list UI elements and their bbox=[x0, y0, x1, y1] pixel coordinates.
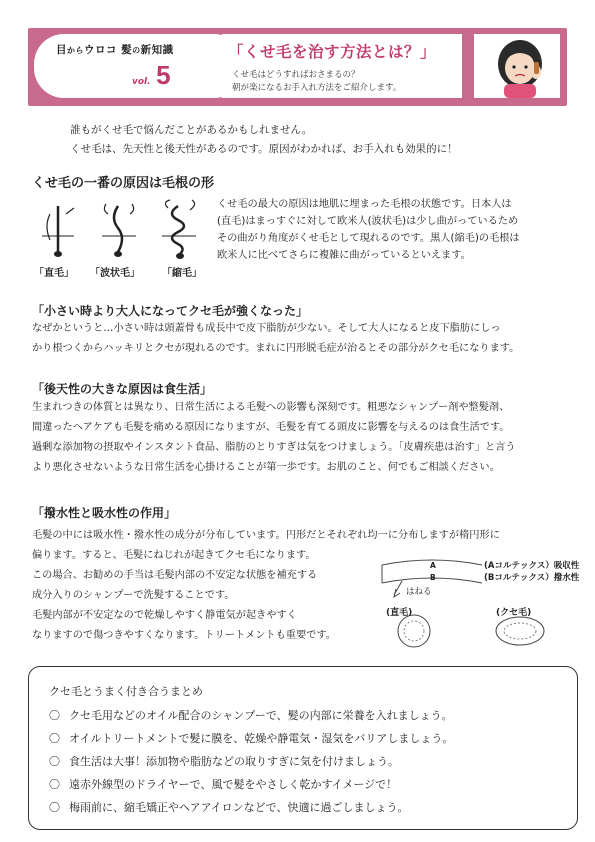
list-item bbox=[49, 776, 397, 792]
hair-type-label: 「波状毛」 bbox=[90, 268, 140, 279]
list-item-text: 食生活は大事！添加物や脂肪などの取りすぎに気を付けましょう。 bbox=[69, 755, 399, 768]
figure-annotation: はねる bbox=[406, 587, 432, 597]
subtitle-line: 朝が楽になるお手入れ方法をご紹介します。 bbox=[232, 83, 402, 93]
body-line: (直毛)はまっすぐに対して欧米人(波状毛)は少し曲がっているため bbox=[217, 216, 519, 227]
body-line: この場合、お勧めの手当は毛髪内部の不安定な状態を補充する bbox=[32, 570, 318, 581]
hair-type-label: 「縮毛」 bbox=[162, 268, 202, 279]
list-item bbox=[49, 707, 453, 723]
section-body bbox=[32, 398, 572, 478]
bullet-circle-icon: 〇 bbox=[49, 732, 60, 745]
body-line: かり根つくからハッキリとクセが現れるのです。まれに円形脱毛症が治るとその部分がクセ毛になります。 bbox=[32, 343, 520, 354]
volume-digit: 5 bbox=[156, 60, 171, 90]
volume-number bbox=[132, 60, 171, 90]
list-item bbox=[49, 753, 399, 769]
girl-illustration bbox=[474, 34, 560, 98]
body-line: 欧米人に比べてさらに複雑に曲がっているといえます。 bbox=[217, 250, 471, 261]
header-banner bbox=[28, 28, 567, 106]
series-title bbox=[56, 42, 174, 57]
figure-caption-curly: (クセ毛) bbox=[496, 608, 532, 618]
volume-label: vol. bbox=[132, 77, 151, 87]
body-line: より悪化させないような日常生活を心掛けることが第一歩です。お肌のこと、何でもご相談ください。 bbox=[32, 462, 500, 473]
section-heading: 「撥水性と吸水性の作用」 bbox=[32, 506, 177, 520]
list-item-text: 遠赤外線型のドライヤーで、風で髪をやさしく乾かすイメージで！ bbox=[69, 778, 398, 791]
series-title-part: 目 bbox=[56, 44, 67, 56]
summary-box bbox=[28, 666, 578, 830]
figure-label-a-prefix: ( bbox=[484, 561, 488, 571]
figure-label-a bbox=[484, 559, 579, 571]
bullet-circle-icon: 〇 bbox=[49, 801, 60, 814]
body-line: 過剰な添加物の摂取やインスタント食品、脂肪のとりすぎは気をつけましょう。「皮膚疾患は治す」と言う bbox=[32, 442, 516, 453]
figure-marker: B bbox=[430, 573, 436, 582]
subtitle-line: くせ毛はどうすればおさまるの？ bbox=[232, 70, 360, 80]
section-body bbox=[32, 319, 572, 359]
summary-title: クセ毛とうまく付き合うまとめ bbox=[49, 685, 203, 698]
bullet-circle-icon: 〇 bbox=[49, 755, 60, 768]
figure-label-b bbox=[484, 571, 579, 583]
page-title: 「くせ毛を治す方法とは？」 bbox=[228, 43, 437, 61]
body-line: くせ毛の最大の原因は地肌に埋まった毛根の状態です。日本人は bbox=[217, 199, 512, 210]
series-title-part: から bbox=[67, 46, 84, 55]
intro-line: くせ毛は、先天性と後天性があるのです。原因がわかれば、お手入れも効果的に！ bbox=[70, 143, 458, 155]
hair-type-label: 「直毛」 bbox=[34, 268, 74, 279]
figure-label-b-text: Bコルテックス）撥水性 bbox=[487, 573, 580, 583]
body-line: なりますので傷つきやすくなります。トリートメントも重要です。 bbox=[32, 630, 336, 641]
list-item-text: 梅雨前に、縮毛矯正やヘアアイロンなどで、快適に過ごしましょう。 bbox=[69, 801, 409, 814]
body-line: 間違ったヘアケアも毛髪を痛める原因になりますが、毛髪を育てる頭皮に影響を与えるのは食生活です。 bbox=[32, 422, 510, 433]
hair-cross-section-illustration bbox=[372, 553, 580, 653]
series-panel bbox=[34, 34, 244, 98]
body-line: 生まれつきの体質とは異なり、日常生活による毛髪への影響も深刻です。粗悪なシャンプー剤や整髪剤、 bbox=[32, 402, 510, 413]
body-line: 毛髪内部が不安定なので乾燥しやすく静電気が起きやすく bbox=[32, 610, 297, 621]
body-line: 偏ります。すると、毛髪にねじれが起きてクセ毛になります。 bbox=[32, 550, 316, 561]
body-line: その曲がり角度がくせ毛として現れるのです。黒人(縮毛)の毛根は bbox=[217, 233, 520, 244]
body-line: なぜかというと…小さい時は頭蓋骨も成長中で皮下脂肪が少ない。そして大人になると皮下脂肪にしっ bbox=[32, 323, 501, 334]
list-item-text: クセ毛用などのオイル配合のシャンプーで、髪の内部に栄養を入れましょう。 bbox=[69, 709, 453, 722]
body-line: 成分入りのシャンプーで洗髪することです。 bbox=[32, 590, 235, 601]
figure-caption-straight: (直毛) bbox=[386, 608, 413, 618]
section-heading: 「小さい時より大人になってクセ毛が強くなった」 bbox=[32, 304, 309, 318]
list-item bbox=[49, 730, 453, 746]
series-title-part: の bbox=[132, 46, 141, 55]
section-heading: 「後天性の大きな原因は食生活」 bbox=[32, 382, 213, 396]
series-title-part: ウロコ 髪 bbox=[84, 44, 133, 56]
series-title-part: 新知識 bbox=[140, 44, 174, 56]
list-item-text: オイルトリートメントで髪に膜を、乾燥や静電気・湿気をバリアしましょう。 bbox=[69, 732, 454, 745]
list-item bbox=[49, 799, 408, 815]
section-heading: くせ毛の一番の原因は毛根の形 bbox=[32, 176, 215, 191]
bullet-circle-icon: 〇 bbox=[49, 709, 60, 722]
figure-label-a-text: Aコルテックス）吸収性 bbox=[487, 561, 580, 571]
intro-line: 誰もがくせ毛で悩んだことがあるかもしれません。 bbox=[70, 124, 313, 136]
body-line: 毛髪の中には吸水性・撥水性の成分が分布しています。円形だとそれぞれ均一に分布しますが楕円形に bbox=[32, 530, 500, 541]
section-body bbox=[217, 196, 520, 264]
figure-label-b-prefix: ( bbox=[484, 573, 488, 583]
bullet-circle-icon: 〇 bbox=[49, 778, 60, 791]
figure-marker: A bbox=[430, 561, 436, 570]
